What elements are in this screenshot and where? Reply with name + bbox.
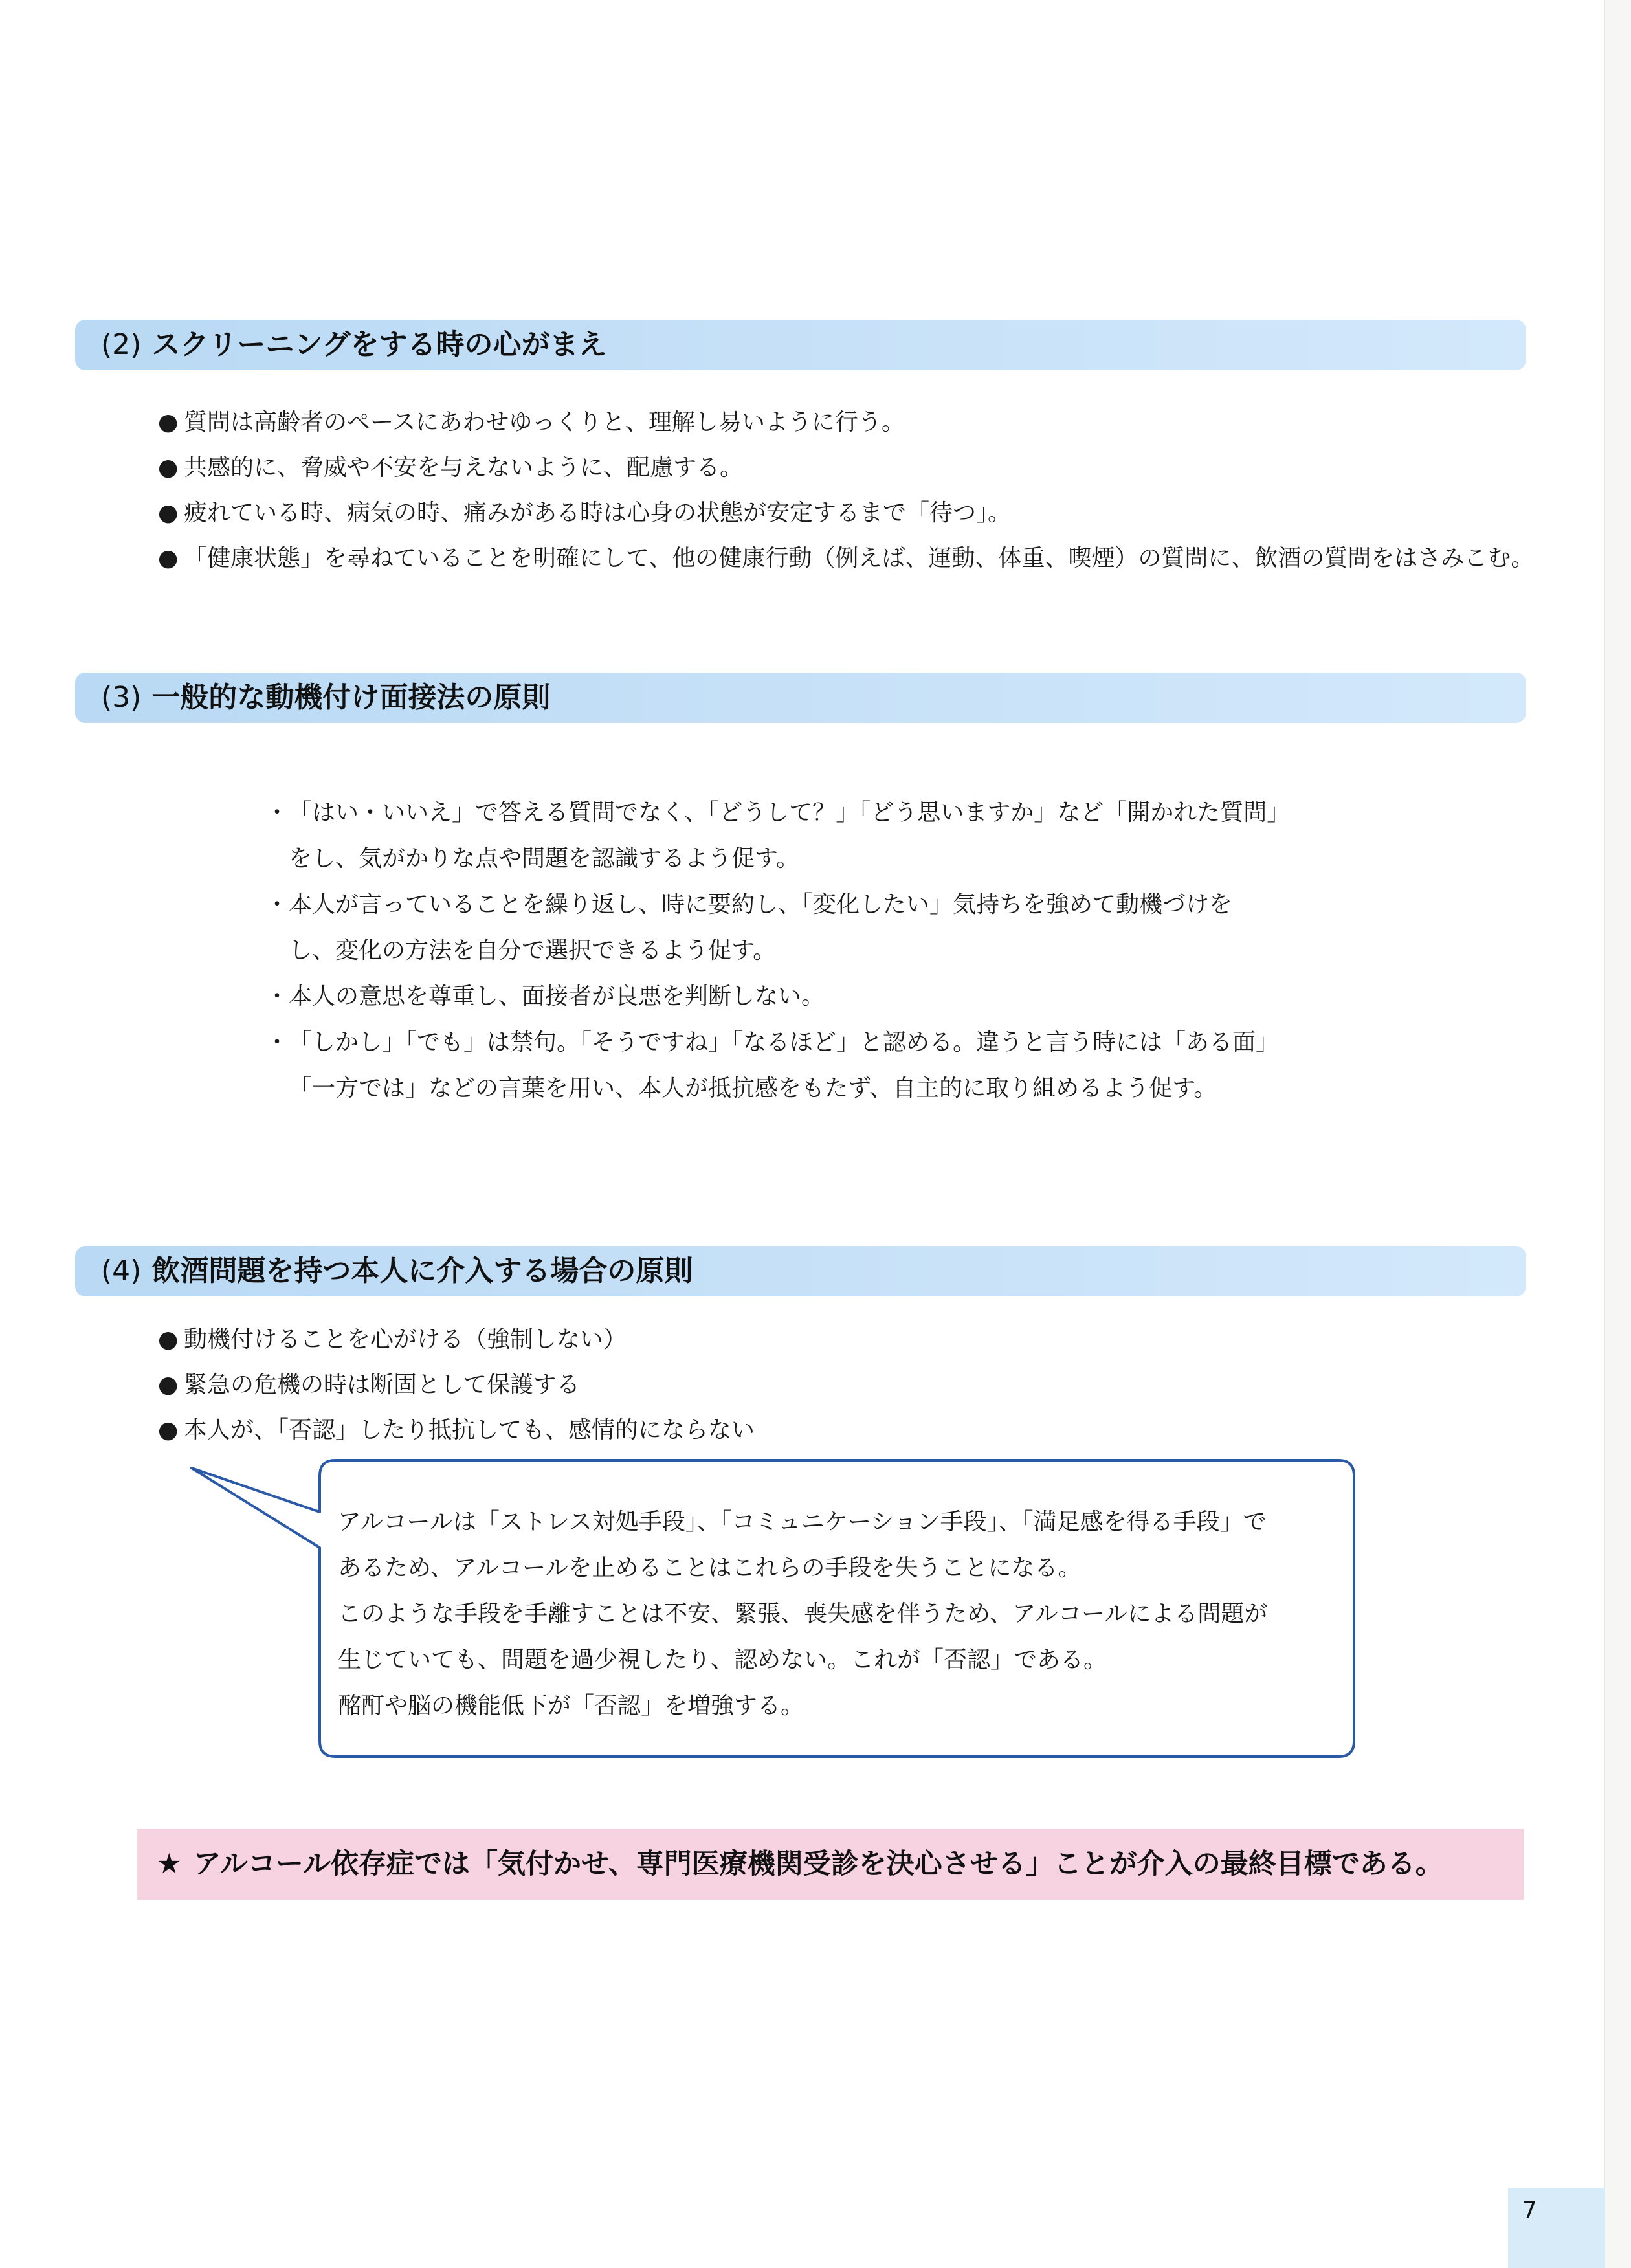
callout-line: 生じていても、問題を過少視したり、認めない。これが「否認」である。 [338,1647,1107,1673]
section-2-title: スクリーニングをする時の心がまえ [151,328,607,361]
list-item: ・ 本人の意思を尊重し、面接者が良悪を判断しない。 [265,973,1290,1019]
section-3-title: 一般的な動機付け面接法の原則 [151,681,551,714]
callout-text [338,1499,1267,1729]
section-4-number: (4) [101,1254,142,1287]
star-icon: ★ [157,1848,182,1880]
callout-line: アルコールは「ストレス対処手段」、「コミュニケーション手段」、「満足感を得る手段」で [338,1509,1267,1535]
section-4-list [158,1317,755,1453]
list-item: ● 緊急の危機の時は断固として保護する [158,1362,755,1408]
section-3-number: (3) [101,681,142,714]
callout-line: このような手段を手離すことは不安、緊張、喪失感を伴うため、アルコールによる問題が [338,1601,1268,1627]
list-item: ・ 「はい・いいえ」で答える質問でなく、「どうして？」「どう思いますか」など「開かれた質問」 [265,790,1290,836]
page-number: 7 [1508,2188,1605,2268]
list-item: ● 「健康状態」を尋ねていることを明確にして、他の健康行動（例えば、運動、体重、喫煙）の質問に、飲酒の質問をはさみこむ。 [158,536,1534,581]
section-2-header [75,320,1526,370]
list-item: ● 質問は高齢者のペースにあわせゆっくりと、理解し易いように行う。 [158,400,1534,445]
list-item: ・ 「しかし」「でも」は禁句。「そうですね」「なるほど」と認める。違うと言う時には「ある面」 [265,1019,1290,1065]
list-item: ● 疲れている時、病気の時、痛みがある時は心身の状態が安定するまで「待つ」。 [158,491,1534,536]
callout-line: あるため、アルコールを止めることはこれらの手段を失うことになる。 [338,1555,1082,1581]
list-item-continuation: をし、気がかりな点や問題を認識するよう促す。 [289,845,800,872]
list-item: ・ 本人が言っていることを繰り返し、時に要約し、「変化したい」気持ちを強めて動機づけを [265,882,1290,928]
section-4-header [75,1246,1526,1296]
section-2-number: (2) [101,328,142,361]
section-3-header [75,673,1526,723]
callout-line: 酩酊や脳の機能低下が「否認」を増強する。 [338,1693,804,1719]
list-item: ● 動機付けることを心がける（強制しない） [158,1317,755,1362]
section-2-list [158,400,1534,581]
page-edge-strip [1604,0,1631,2268]
goal-text: アルコール依存症では「気付かせ、専門医療機関受診を決心させる」ことが介入の最終目標である。 [193,1848,1443,1880]
list-item-continuation: 「一方では」などの言葉を用い、本人が抵抗感をもたず、自主的に取り組めるよう促す。 [289,1075,1217,1102]
list-item: ● 本人が、「否認」したり抵抗しても、感情的にならない [158,1408,755,1453]
list-item: ● 共感的に、脅威や不安を与えないように、配慮する。 [158,445,1534,491]
section-3-list [265,790,1290,1111]
section-4-title: 飲酒問題を持つ本人に介入する場合の原則 [151,1254,693,1287]
list-item-continuation: し、変化の方法を自分で選択できるよう促す。 [289,937,777,964]
goal-banner [137,1829,1524,1900]
